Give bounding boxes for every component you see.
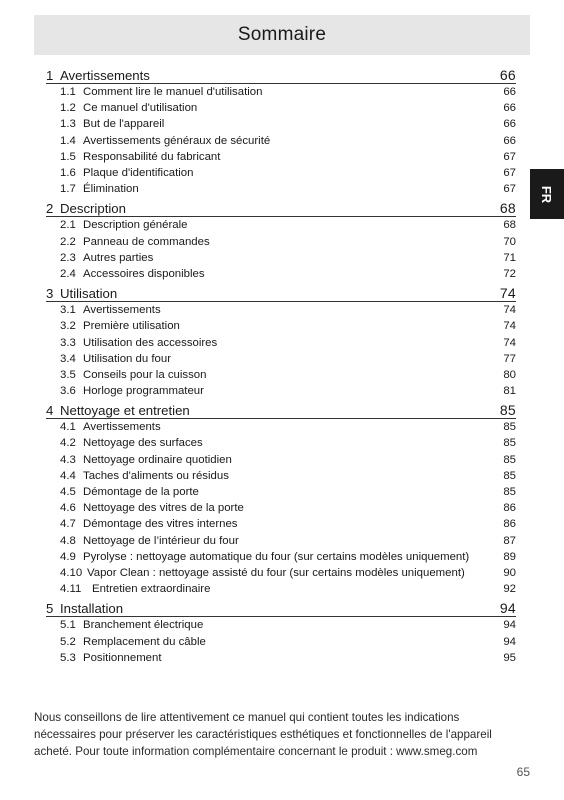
toc-subsection-number: 1.6 [60, 167, 76, 180]
toc-subsection-number: 4.5 [60, 486, 76, 499]
toc-subsection-page: 70 [503, 235, 516, 248]
toc-subsection-entry[interactable] [46, 250, 516, 266]
toc-subsection-page: 86 [503, 518, 516, 531]
toc-subsection-title [60, 86, 262, 98]
toc-subsection-number: 4.9 [60, 550, 76, 563]
toc-subsection-number: 1.2 [60, 102, 76, 115]
toc-subsection-entry[interactable] [46, 334, 516, 350]
toc-subsection-entry[interactable] [46, 468, 516, 484]
language-tab-label: FR [539, 185, 555, 203]
toc-subsection-label: Accessoires disponibles [83, 267, 205, 280]
toc-subsection-title [60, 518, 238, 530]
toc-subsection-page: 74 [503, 336, 516, 349]
toc-subsection-number: 1.1 [60, 86, 76, 99]
toc-subsection-title [60, 118, 164, 130]
toc-subsection-title [60, 551, 469, 563]
toc-subsection-entry[interactable] [46, 419, 516, 435]
intro-note-line: acheté. Pour toute information complémentaire concernant le produit : www.smeg.com [34, 745, 478, 758]
toc-subsection-number: 4.10 [60, 566, 83, 579]
toc-subsection-title [60, 369, 206, 381]
toc-subsection-entry[interactable] [46, 435, 516, 451]
toc-subsection-page: 90 [503, 566, 516, 579]
toc-subsection-page: 77 [503, 352, 516, 365]
toc-subsection-number: 1.3 [60, 118, 76, 131]
toc-subsection-entry[interactable] [46, 302, 516, 318]
toc-subsection-label: Entretien extraordinaire [92, 583, 211, 596]
toc-subsection-entry[interactable] [46, 217, 516, 233]
toc-subsection-number: 3.6 [60, 385, 76, 398]
toc-subsection-number: 2.4 [60, 267, 76, 280]
toc-subsection-label: Positionnement [83, 651, 162, 664]
toc-section-number: 1 [46, 68, 54, 83]
toc-subsection-page: 67 [503, 183, 516, 196]
toc-subsection-title [60, 304, 161, 316]
toc-subsection-label: Démontage des vitres internes [83, 518, 238, 531]
toc-subsection-label: Avertissements [83, 304, 161, 317]
toc-section-title [46, 601, 123, 616]
toc-subsection-label: Nettoyage des vitres de la porte [83, 502, 244, 515]
toc-subsection-page: 66 [503, 118, 516, 131]
toc-subsection-number: 2.3 [60, 251, 76, 264]
toc-subsection-entry[interactable] [46, 484, 516, 500]
toc-subsection-page: 85 [503, 421, 516, 434]
toc-subsection-title [60, 252, 153, 264]
toc-subsection-page: 95 [503, 651, 516, 664]
toc-subsection-label: Plaque d'identification [83, 167, 194, 180]
toc-subsection-entry[interactable] [46, 500, 516, 516]
toc-subsection-label: Nettoyage ordinaire quotidien [83, 453, 232, 466]
toc-subsection-title [60, 437, 203, 449]
toc-subsection-page: 86 [503, 502, 516, 515]
toc-subsection-label: Première utilisation [83, 320, 180, 333]
toc-subsection-label: Ce manuel d'utilisation [83, 102, 198, 115]
toc-subsection-label: Nettoyage des surfaces [83, 437, 203, 450]
toc-subsection-title [60, 236, 210, 248]
toc-subsection-entry[interactable] [46, 84, 516, 100]
toc-subsection-label: Avertissements généraux de sécurité [83, 134, 271, 147]
toc-section-number: 2 [46, 201, 54, 217]
toc-subsection-page: 85 [503, 486, 516, 499]
toc-subsection-label: Autres parties [83, 251, 154, 264]
toc-subsection-entry[interactable] [46, 318, 516, 334]
toc-subsection-page: 85 [503, 469, 516, 482]
toc-subsection-label: But de l'appareil [83, 118, 165, 131]
toc-subsection-entry[interactable] [46, 581, 516, 597]
toc-subsection-number: 1.4 [60, 134, 76, 147]
toc-subsection-number: 5.3 [60, 651, 76, 664]
toc-subsection-entry[interactable] [46, 617, 516, 633]
toc-subsection-entry[interactable] [46, 100, 516, 116]
toc-section-entry[interactable] [46, 197, 516, 217]
toc-subsection-number: 3.1 [60, 304, 76, 317]
toc-subsection-label: Panneau de commandes [83, 235, 210, 248]
toc-subsection-entry[interactable] [46, 565, 516, 581]
toc-subsection-title [60, 337, 217, 349]
toc-subsection-label: Remplacement du câble [83, 635, 206, 648]
toc-subsection-label: Démontage de la porte [83, 486, 199, 499]
toc-subsection-page: 66 [503, 134, 516, 147]
toc-subsection-page: 71 [503, 251, 516, 264]
toc-subsection-number: 4.6 [60, 502, 76, 515]
toc-subsection-entry[interactable] [46, 165, 516, 181]
toc-subsection-title [60, 535, 239, 547]
toc-section-page: 94 [499, 600, 516, 617]
page-title: Sommaire [237, 24, 327, 45]
toc-subsection-page: 80 [503, 368, 516, 381]
toc-section-title [46, 286, 117, 301]
toc-section-title [46, 403, 190, 418]
toc-subsection-number: 4.1 [60, 421, 76, 434]
toc-subsection-page: 94 [503, 619, 516, 632]
toc-section-label: Nettoyage et entretien [60, 403, 190, 419]
toc-subsection-number: 1.7 [60, 183, 76, 196]
toc-subsection-page: 74 [503, 304, 516, 317]
toc-subsection-number: 4.3 [60, 453, 76, 466]
toc-subsection-label: Description générale [83, 219, 188, 232]
toc-subsection-label: Élimination [83, 183, 139, 196]
toc-subsection-number: 5.1 [60, 619, 76, 632]
toc-subsection-entry[interactable] [46, 549, 516, 565]
language-tab [530, 169, 564, 219]
toc-subsection-page: 72 [503, 267, 516, 280]
toc-section-number: 4 [46, 403, 54, 419]
toc-section-entry[interactable] [46, 399, 516, 419]
toc-subsection-label: Conseils pour la cuisson [83, 368, 207, 381]
toc-section-label: Utilisation [60, 286, 118, 302]
toc-subsection-title [60, 454, 232, 466]
toc-subsection-title [60, 320, 180, 332]
toc-subsection-page: 68 [503, 219, 516, 232]
toc-subsection-number: 3.3 [60, 336, 76, 349]
toc-subsection-label: Avertissements [83, 421, 161, 434]
toc-subsection-title [60, 470, 229, 482]
toc-section-entry[interactable] [46, 597, 516, 617]
toc-subsection-title [60, 486, 199, 498]
toc-subsection-number: 4.11 [60, 583, 82, 596]
toc-subsection-number: 3.5 [60, 368, 76, 381]
toc-subsection-entry[interactable] [46, 383, 516, 399]
toc-subsection-page: 66 [503, 102, 516, 115]
toc-subsection-entry[interactable] [46, 133, 516, 149]
toc-subsection-label: Responsabilité du fabricant [83, 150, 221, 163]
intro-note-line: nécessaires pour préserver les caractéristiques esthétiques et fonctionnelles de l'appareil [34, 728, 492, 741]
toc-subsection-entry[interactable] [46, 116, 516, 132]
intro-note [34, 709, 534, 760]
toc-subsection-title [60, 268, 205, 280]
toc-subsection-entry[interactable] [46, 650, 516, 666]
toc-subsection-label: Vapor Clean : nettoyage assisté du four (sur certains modèles uniquement) [87, 566, 465, 579]
toc-section-label: Installation [60, 601, 124, 617]
toc-subsection-page: 94 [503, 635, 516, 648]
toc-subsection-page: 66 [503, 86, 516, 99]
toc-subsection-title [60, 502, 244, 514]
toc-subsection-label: Utilisation des accessoires [83, 336, 218, 349]
toc-subsection-label: Horloge programmateur [83, 385, 204, 398]
toc-subsection-title [60, 421, 161, 433]
toc-subsection-number: 4.2 [60, 437, 76, 450]
toc-section-page: 68 [499, 200, 516, 217]
toc-subsection-number: 5.2 [60, 635, 76, 648]
intro-note-line: Nous conseillons de lire attentivement ce manuel qui contient toutes les indications [34, 711, 460, 724]
toc-subsection-title [60, 151, 220, 163]
toc-subsection-number: 2.1 [60, 219, 76, 232]
toc-subsection-title [60, 636, 206, 648]
toc-subsection-number: 3.4 [60, 352, 76, 365]
toc-section-label: Description [60, 201, 126, 217]
toc-section-label: Avertissements [60, 68, 150, 83]
toc-subsection-title [60, 619, 203, 631]
toc-subsection-title [60, 385, 204, 397]
toc-subsection-entry[interactable] [46, 452, 516, 468]
toc-subsection-entry[interactable] [46, 633, 516, 649]
toc-subsection-title [60, 167, 193, 179]
toc-subsection-title [60, 353, 171, 365]
toc-subsection-page: 87 [503, 534, 516, 547]
toc-subsection-label: Branchement électrique [83, 619, 204, 632]
toc-subsection-label: Taches d'aliments ou résidus [83, 469, 229, 482]
toc-subsection-page: 85 [503, 437, 516, 450]
toc-subsection-page: 85 [503, 453, 516, 466]
toc-section-page: 85 [499, 402, 516, 419]
toc-section-number: 3 [46, 286, 54, 302]
toc-subsection-label: Utilisation du four [83, 352, 172, 365]
toc-subsection-number: 4.8 [60, 534, 76, 547]
toc-subsection-entry[interactable] [46, 266, 516, 282]
toc-subsection-label: Nettoyage de l’intérieur du four [83, 534, 239, 547]
toc-subsection-label: Comment lire le manuel d'utilisation [83, 86, 263, 99]
toc-subsection-title [60, 567, 465, 579]
toc-subsection-title [60, 652, 162, 664]
toc-subsection-entry[interactable] [46, 181, 516, 197]
toc-section-entry[interactable] [46, 282, 516, 302]
toc-section-title [46, 201, 126, 216]
toc-section-page: 74 [499, 285, 516, 302]
page-number: 65 [516, 765, 530, 779]
toc-subsection-entry[interactable] [46, 149, 516, 165]
toc-subsection-entry[interactable] [46, 351, 516, 367]
toc-section-entry[interactable] [46, 64, 516, 84]
toc-subsection-number: 2.2 [60, 235, 76, 248]
toc-subsection-page: 89 [503, 550, 516, 563]
title-bar [34, 15, 530, 55]
toc-subsection-entry[interactable] [46, 234, 516, 250]
toc-section-number: 5 [46, 601, 54, 617]
toc-subsection-title [60, 219, 187, 231]
toc-subsection-entry[interactable] [46, 533, 516, 549]
toc-subsection-page: 67 [503, 167, 516, 180]
toc-subsection-entry[interactable] [46, 516, 516, 532]
toc-section-page: 66 [499, 67, 516, 83]
toc-subsection-number: 4.4 [60, 469, 76, 482]
toc-subsection-page: 92 [503, 583, 516, 596]
toc-subsection-page: 67 [503, 150, 516, 163]
toc-subsection-title [60, 135, 270, 147]
toc-subsection-page: 74 [503, 320, 516, 333]
toc-subsection-title [60, 102, 197, 114]
toc-subsection-number: 1.5 [60, 150, 76, 163]
toc-subsection-entry[interactable] [46, 367, 516, 383]
toc-subsection-number: 3.2 [60, 320, 76, 333]
toc-subsection-number: 4.7 [60, 518, 76, 531]
toc-section-title [46, 68, 150, 83]
table-of-contents [46, 64, 516, 666]
toc-subsection-label: Pyrolyse : nettoyage automatique du four (sur certains modèles uniquement) [83, 550, 470, 563]
toc-subsection-title [60, 583, 210, 595]
toc-subsection-title [60, 183, 139, 195]
toc-subsection-page: 81 [503, 385, 516, 398]
